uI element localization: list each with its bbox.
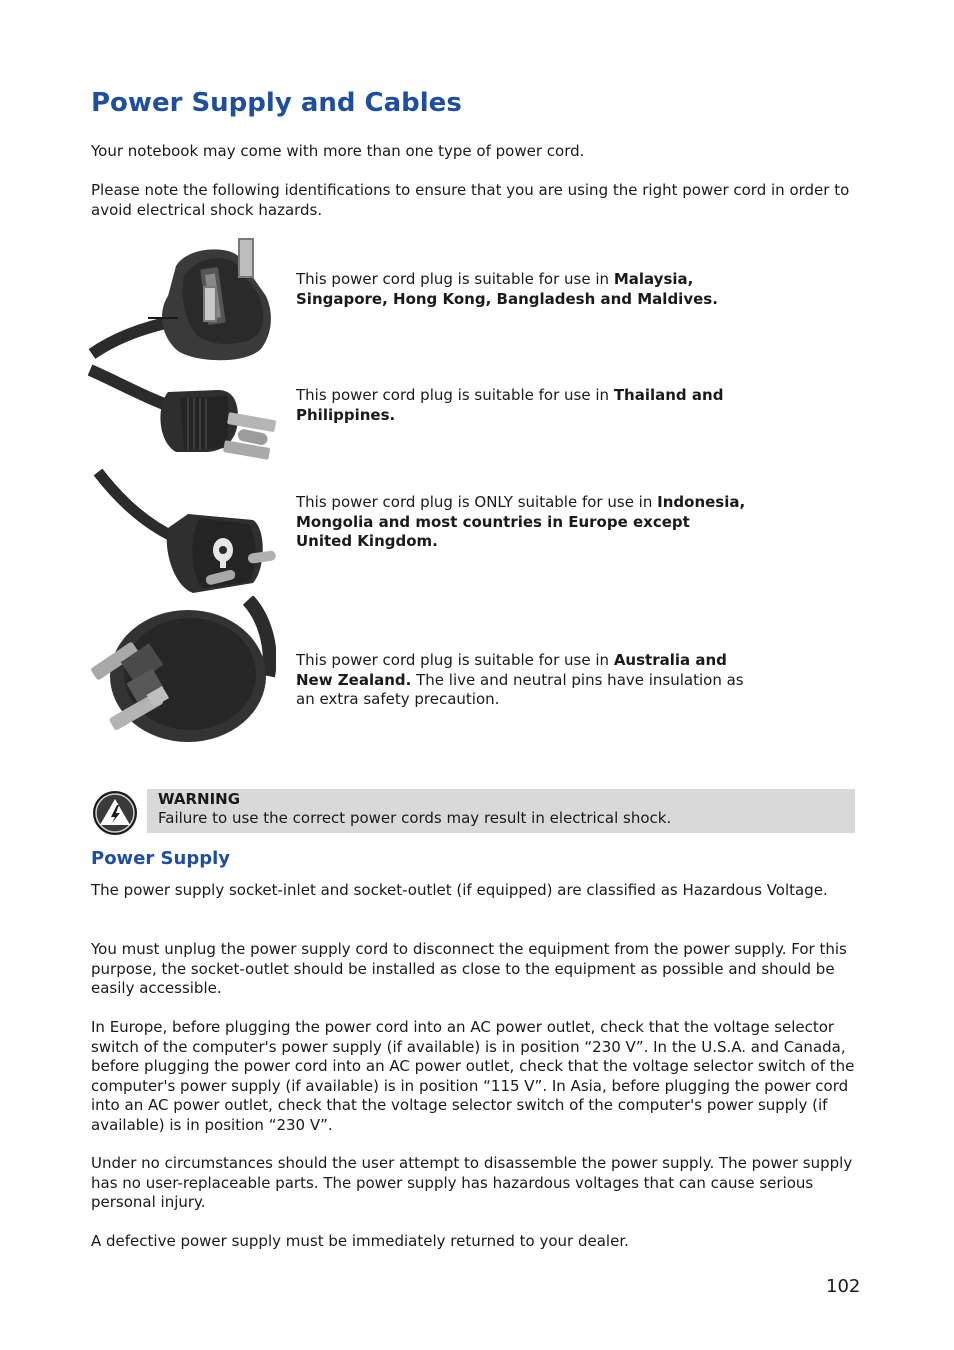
- plug-description-4: This power cord plug is suitable for use in Australia and New Zealand. The live and neutral pins have insulation as an extra safety precaution.: [296, 651, 744, 708]
- us-plug-icon: [88, 362, 276, 474]
- warning-title: WARNING: [158, 790, 241, 808]
- eu-plug-icon: [88, 468, 276, 598]
- page-number: 102: [826, 1276, 861, 1297]
- power-supply-paragraph-1: The power supply socket-inlet and socket-outlet (if equipped) are classified as Hazardous Voltage.: [91, 881, 828, 899]
- power-supply-paragraph-4: Under no circumstances should the user attempt to disassemble the power supply. The power supply has no user-replaceable parts. The power supply has hazardous voltages that can cause serious personal injury.: [91, 1154, 853, 1211]
- uk-plug-icon: [88, 236, 276, 364]
- plug-description-1: This power cord plug is suitable for use in Malaysia, Singapore, Hong Kong, Bangladesh and Maldives.: [296, 270, 718, 308]
- plug-description-2: This power cord plug is suitable for use in Thailand and Philippines.: [296, 386, 724, 424]
- plug-description-3: This power cord plug is ONLY suitable for use in Indonesia, Mongolia and most countries in Europe except United Kingdom.: [296, 493, 746, 550]
- power-supply-paragraph-2: You must unplug the power supply cord to disconnect the equipment from the power supply. For this purpose, the socket-outlet should be installed as close to the equipment as possible and should be easily accessible.: [91, 940, 847, 997]
- page-title: Power Supply and Cables: [91, 88, 462, 118]
- warning-message: Failure to use the correct power cords may result in electrical shock.: [158, 809, 672, 827]
- warning-box: [147, 789, 855, 833]
- warning-shock-icon: [92, 790, 138, 836]
- intro-paragraph-2: Please note the following identifications to ensure that you are using the right power cord in order to avoid electrical shock hazards.: [91, 181, 850, 219]
- intro-paragraph-1: Your notebook may come with more than one type of power cord.: [91, 142, 585, 160]
- section-heading-power-supply: Power Supply: [91, 848, 230, 869]
- au-plug-icon: [88, 596, 276, 746]
- power-supply-paragraph-5: A defective power supply must be immediately returned to your dealer.: [91, 1232, 629, 1250]
- power-supply-paragraph-3: In Europe, before plugging the power cord into an AC power outlet, check that the voltage selector switch of the computer's power supply (if available) is in position “230 V”. In the U.S.A. and Canada, before plugging the power cord into an AC power outlet, check that the voltage selector switch of the computer's power supply (if available) is in position “115 V”. In Asia, before plugging the power cord into an AC power outlet, check that the voltage selector switch of the computer's power supply (if available) is in position “230 V”.: [91, 1018, 855, 1134]
